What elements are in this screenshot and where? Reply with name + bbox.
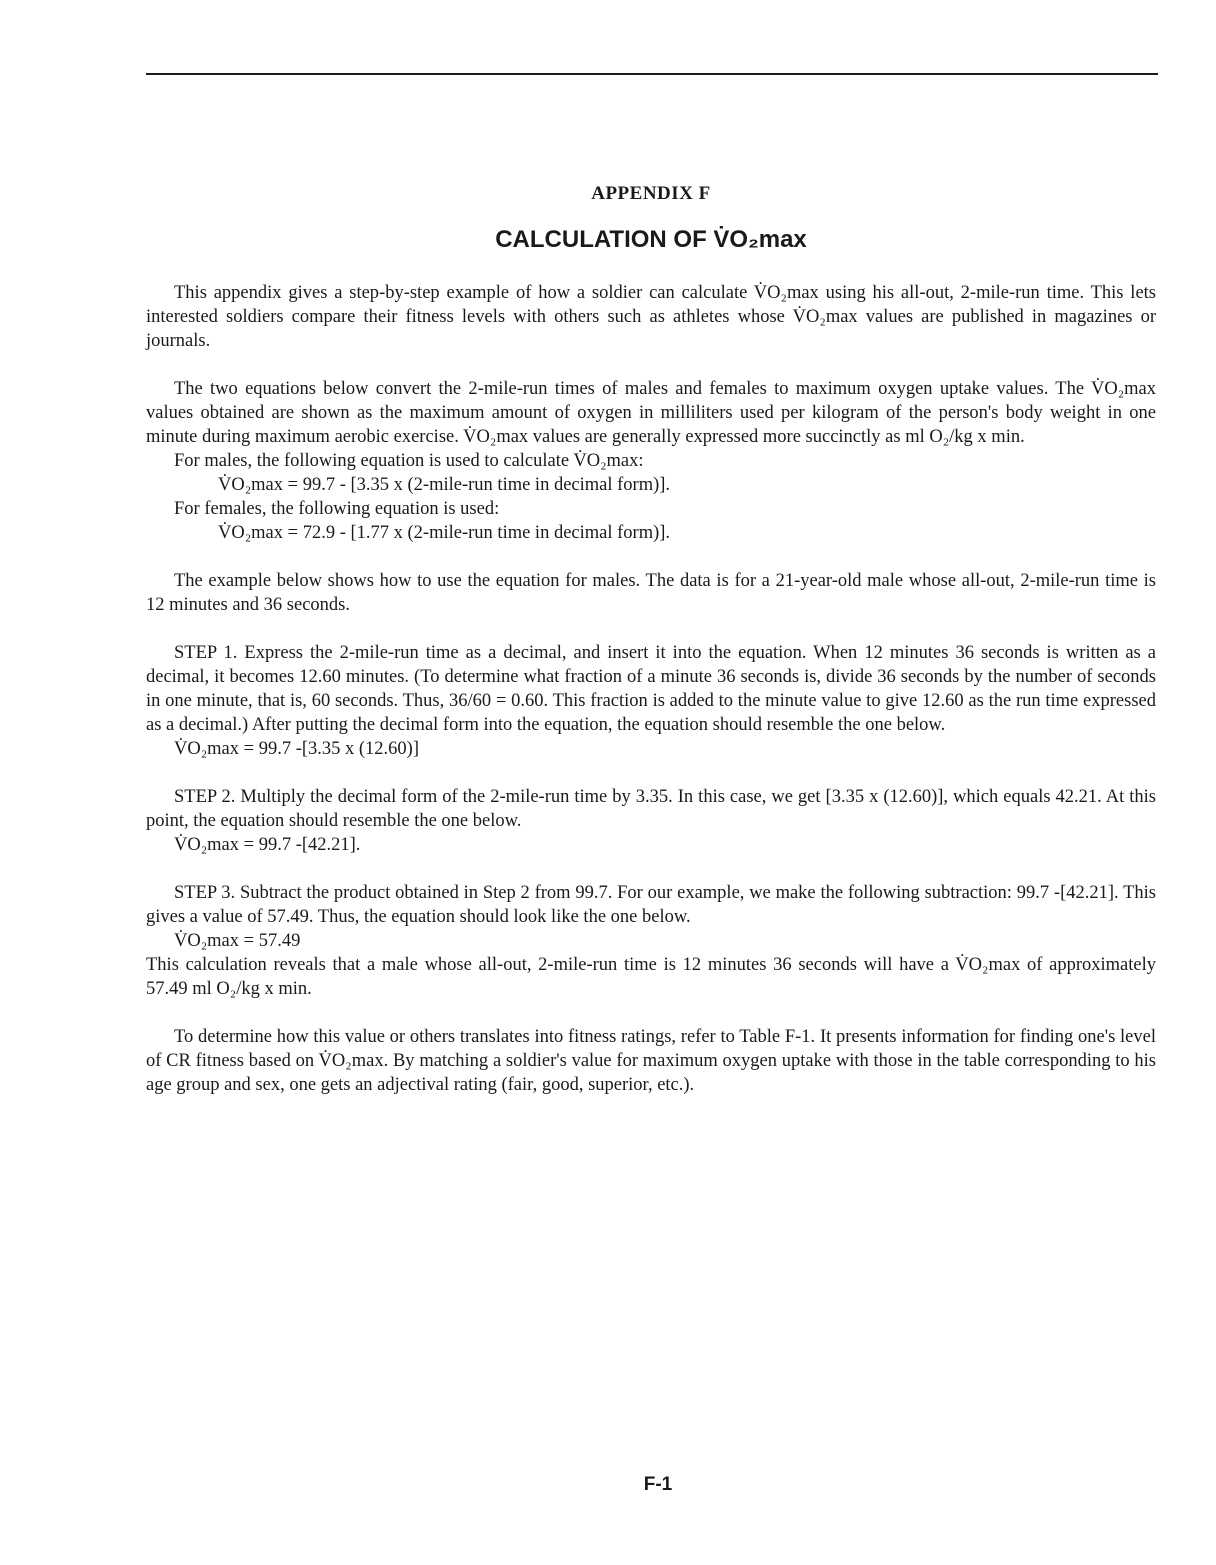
table-reference-paragraph: To determine how this value or others translates into fitness ratings, refer to Table F-1. It presents information for finding one's level of CR fitness based on V̇O₂max. By matching a soldier's value for maximum oxygen uptake with those in the table corresponding to his age group and sex, one gets an adjectival rating (fair, good, superior, etc.). xyxy=(146,1027,1156,1095)
page-number: F-1 xyxy=(643,1474,673,1495)
intro-paragraph: This appendix gives a step-by-step example of how a soldier can calculate V̇O₂max using his all-out, 2-mile-run time. This lets interested soldiers compare their fitness levels with others such as athletes whose V̇O₂max values are published in magazines or journals. xyxy=(146,283,1156,351)
example-paragraph: The example below shows how to use the equation for males. The data is for a 21-year-old male whose all-out, 2-mile-run time is 12 minutes and 36 seconds. xyxy=(146,571,1156,615)
step-3-paragraph: STEP 3. Subtract the product obtained in Step 2 from 99.7. For our example, we make the following subtraction: 99.7 -[42.21]. This gives a value of 57.49. Thus, the equation should look like the one below. xyxy=(146,883,1156,927)
females-intro: For females, the following equation is used: xyxy=(174,499,500,519)
page-title: CALCULATION OF V̇O₂max xyxy=(495,226,807,253)
females-equation: V̇O₂max = 72.9 - [1.77 x (2-mile-run time in decimal form)]. xyxy=(218,523,671,543)
document-body xyxy=(146,281,1156,1097)
step-2-equation: V̇O₂max = 99.7 -[42.21]. xyxy=(174,835,361,855)
top-rule xyxy=(146,73,1158,75)
males-intro: For males, the following equation is used to calculate V̇O₂max: xyxy=(174,451,644,471)
equations-paragraph: The two equations below convert the 2-mile-run times of males and females to maximum oxygen uptake values. The V̇O₂max values obtained are shown as the maximum amount of oxygen in milliliters used per kilogram of the person's body weight in one minute during maximum aerobic exercise. V̇O₂max values are generally expressed more succinctly as ml O₂/kg x min. xyxy=(146,379,1156,447)
step-2-paragraph: STEP 2. Multiply the decimal form of the 2-mile-run time by 3.35. In this case, we get [3.35 x (12.60)], which equals 42.21. At this point, the equation should resemble the one below. xyxy=(146,787,1156,831)
males-equation: V̇O₂max = 99.7 - [3.35 x (2-mile-run time in decimal form)]. xyxy=(218,475,671,495)
step-1-paragraph: STEP 1. Express the 2-mile-run time as a decimal, and insert it into the equation. When 12 minutes 36 seconds is written as a decimal, it becomes 12.60 minutes. (To determine what fraction of a minute 36 seconds is, divide 36 seconds by the number of seconds in one minute, that is, 60 seconds. Thus, 36/60 = 0.60. This fraction is added to the minute value to give 12.60 as the run time expressed as a decimal.) After putting the decimal form into the equation, the equation should resemble the one below. xyxy=(146,643,1156,735)
step-3-equation: V̇O₂max = 57.49 xyxy=(174,931,301,951)
step-1-equation: V̇O₂max = 99.7 -[3.35 x (12.60)] xyxy=(174,739,420,759)
appendix-label: APPENDIX F xyxy=(591,183,711,204)
step-3-result: This calculation reveals that a male whose all-out, 2-mile-run time is 12 minutes 36 seconds will have a V̇O₂max of approximately 57.49 ml O₂/kg x min. xyxy=(146,955,1156,999)
